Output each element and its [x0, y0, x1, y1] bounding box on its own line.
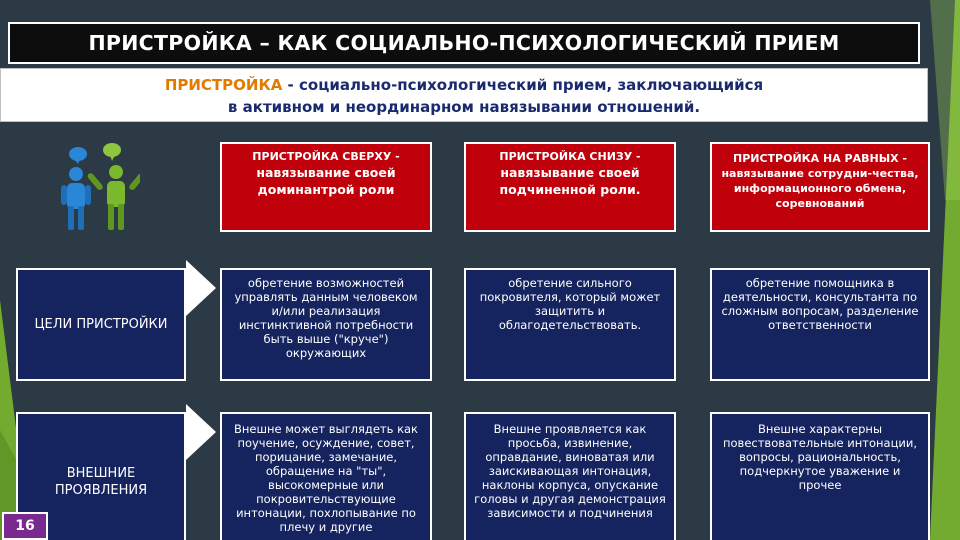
- goal-cell-equal: обретение помощника в деятельности, консультанта по сложным вопросам, разделение ответственности: [710, 268, 930, 381]
- column-header-equal: [710, 142, 930, 232]
- goal-cell-top: обретение возможностей управлять данным человеком и/или реализация инстинктивной потребности быть выше ("круче") окружающих: [220, 268, 432, 381]
- definition-line-2: в активном и неординарном навязывании отношений.: [227, 98, 701, 116]
- definition-term: ПРИСТРОЙКА: [164, 76, 283, 94]
- column-header-equal-text: навязывание сотрудни-чества, информационного обмена, соревнований: [721, 167, 919, 210]
- row-label-manifestations: ВНЕШНИЕ ПРОЯВЛЕНИЯ: [16, 412, 186, 540]
- row-arrow-goals: [186, 260, 216, 373]
- people-talking-icon: [56, 140, 140, 232]
- manifestation-cell-equal: Внешне характерны повествовательные интонации, вопросы, рациональность, подчеркнутое уважение и прочее: [710, 412, 930, 540]
- column-header-bottom: [464, 142, 676, 232]
- page-number-badge: 16: [2, 512, 48, 540]
- column-header-bottom-heading: ПРИСТРОЙКА СНИЗУ -: [499, 150, 641, 163]
- row-label-goals: ЦЕЛИ ПРИСТРОЙКИ: [16, 268, 186, 381]
- column-header-bottom-text: навязывание своей подчиненной роли.: [499, 165, 641, 197]
- row-arrow-manifestations: [186, 404, 216, 464]
- definition-box: [0, 68, 928, 122]
- column-header-top: [220, 142, 432, 232]
- manifestation-cell-top: Внешне может выглядеть как поучение, осуждение, совет, порицание, замечание, обращение на "ты", высокомерные или покровительствующие интонации, похлопывание по плечу и другие: [220, 412, 432, 540]
- column-header-equal-heading: ПРИСТРОЙКА НА РАВНЫХ -: [733, 152, 907, 165]
- manifestation-cell-bottom: Внешне проявляется как просьба, извинение, оправдание, виноватая или заискивающая интонация, наклоны корпуса, опускание головы и другая демонстрация зависимости и подчинения: [464, 412, 676, 540]
- column-header-top-text: навязывание своей доминантрой роли: [256, 165, 396, 197]
- column-header-top-heading: ПРИСТРОЙКА СВЕРХУ -: [252, 150, 400, 163]
- goal-cell-bottom: обретение сильного покровителя, который может защитить и облагодетельствовать.: [464, 268, 676, 381]
- page-title: ПРИСТРОЙКА – КАК СОЦИАЛЬНО-ПСИХОЛОГИЧЕСКИЙ ПРИЕМ: [8, 22, 920, 64]
- definition-line-1: - социально-психологический прием, заключающийся: [282, 76, 764, 94]
